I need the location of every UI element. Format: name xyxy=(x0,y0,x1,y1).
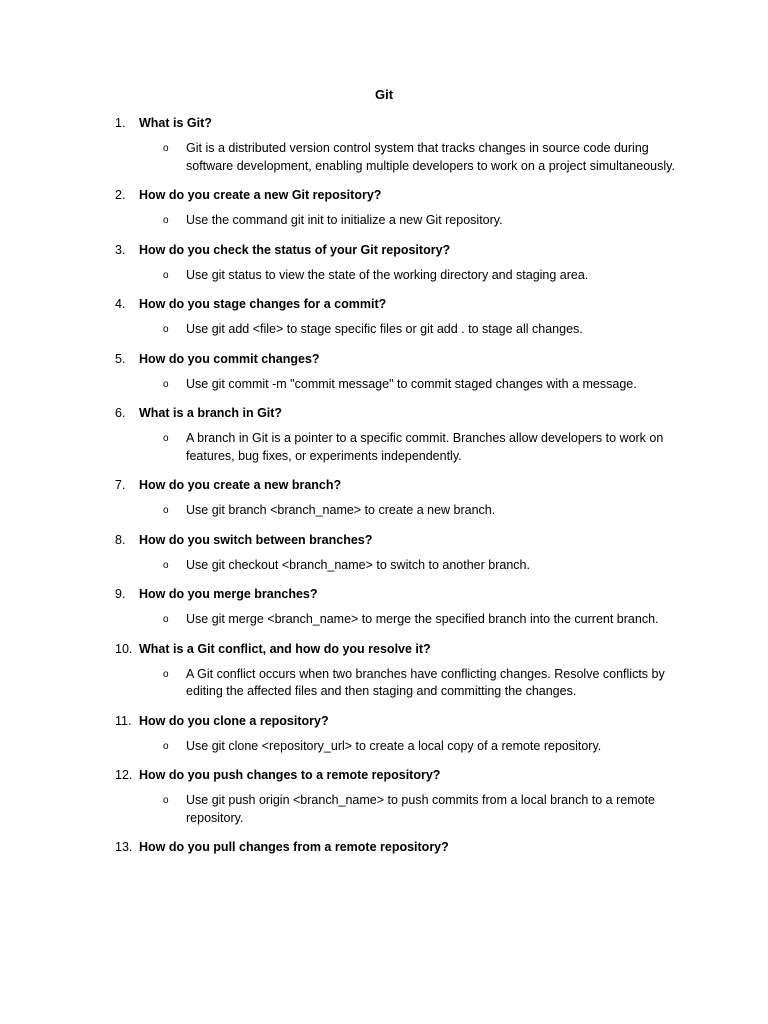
list-item xyxy=(0,295,768,339)
question-text: How do you pull changes from a remote repository? xyxy=(139,840,449,854)
hollow-circle-bullet-icon: o xyxy=(163,795,169,806)
item-number: 12. xyxy=(115,768,133,782)
document-title: Git xyxy=(374,87,394,102)
question-text: How do you check the status of your Git repository? xyxy=(139,242,451,257)
question-line xyxy=(0,766,768,784)
question-line xyxy=(0,295,768,313)
item-number: 1. xyxy=(115,116,126,130)
list-item xyxy=(0,640,768,701)
question-line xyxy=(0,404,768,422)
question-text: How do you stage changes for a commit? xyxy=(139,297,387,311)
list-item xyxy=(0,531,768,575)
answer xyxy=(163,738,682,756)
hollow-circle-bullet-icon: o xyxy=(163,668,169,680)
question-line xyxy=(0,585,768,603)
list-item xyxy=(0,712,768,756)
answer-text: Use git status to view the state of the working directory and staging area. xyxy=(186,267,589,282)
answer-text: Use git merge <branch_name> to merge the specified branch into the current branch. xyxy=(186,612,659,626)
question-line xyxy=(0,838,768,856)
answer xyxy=(163,267,682,285)
list-item xyxy=(0,766,768,827)
answer-text: A branch in Git is a pointer to a specific commit. Branches allow developers to work on features, bug fixes, or experiments independently. xyxy=(186,431,664,463)
hollow-circle-bullet-icon: o xyxy=(163,269,169,281)
answer-text: Use git clone <repository_url> to create a local copy of a remote repository. xyxy=(186,738,602,753)
answer xyxy=(163,666,682,701)
item-number: 10. xyxy=(115,641,133,656)
question-text: How do you switch between branches? xyxy=(139,532,373,547)
question-text: How do you push changes to a remote repository? xyxy=(139,768,441,782)
question-text: What is a branch in Git? xyxy=(139,406,283,420)
question-line xyxy=(0,476,768,494)
item-number: 9. xyxy=(115,587,126,601)
answer-text: Use git push origin <branch_name> to push commits from a local branch to a remote repository. xyxy=(186,793,655,825)
answer xyxy=(163,792,682,827)
answer-text: Use git add <file> to stage specific files or git add . to stage all changes. xyxy=(186,322,583,336)
list-item xyxy=(0,241,768,285)
answer xyxy=(163,140,682,175)
question-line xyxy=(0,350,768,368)
list-item xyxy=(0,585,768,629)
question-line xyxy=(0,712,768,730)
question-text: How do you clone a repository? xyxy=(139,713,329,728)
question-text: What is a Git conflict, and how do you resolve it? xyxy=(139,641,431,656)
question-line xyxy=(0,531,768,549)
hollow-circle-bullet-icon: o xyxy=(163,505,169,516)
answer xyxy=(163,557,682,575)
hollow-circle-bullet-icon: o xyxy=(163,378,169,390)
question-text: How do you create a new branch? xyxy=(139,478,342,492)
item-number: 7. xyxy=(115,478,126,492)
item-number: 4. xyxy=(115,297,126,311)
answer xyxy=(163,611,682,629)
item-number: 2. xyxy=(115,188,126,202)
answer xyxy=(163,376,682,394)
question-line xyxy=(0,114,768,132)
hollow-circle-bullet-icon: o xyxy=(163,559,169,571)
item-number: 5. xyxy=(115,351,126,366)
answer-text: Use git branch <branch_name> to create a new branch. xyxy=(186,503,496,517)
answer xyxy=(163,502,682,520)
hollow-circle-bullet-icon: o xyxy=(163,324,169,335)
question-text: How do you create a new Git repository? xyxy=(139,188,382,202)
list-item xyxy=(0,838,768,856)
hollow-circle-bullet-icon: o xyxy=(163,143,169,154)
item-number: 6. xyxy=(115,406,126,420)
hollow-circle-bullet-icon: o xyxy=(163,614,169,625)
question-line xyxy=(0,640,768,658)
item-number: 11. xyxy=(115,713,132,728)
list-item xyxy=(0,350,768,394)
question-list xyxy=(0,114,768,867)
question-text: How do you commit changes? xyxy=(139,351,320,366)
answer-text: A Git conflict occurs when two branches have conflicting changes. Resolve conflicts by editing the affected files and then staging and committing the changes. xyxy=(186,666,665,698)
answer xyxy=(163,321,682,339)
item-number: 3. xyxy=(115,242,126,257)
list-item xyxy=(0,404,768,465)
answer-text: Git is a distributed version control system that tracks changes in source code during software development, enabling multiple developers to work on a project simultaneously. xyxy=(186,141,675,173)
hollow-circle-bullet-icon: o xyxy=(163,740,169,752)
answer-text: Use git checkout <branch_name> to switch to another branch. xyxy=(186,557,530,572)
question-line xyxy=(0,186,768,204)
item-number: 13. xyxy=(115,840,133,854)
list-item xyxy=(0,476,768,520)
list-item xyxy=(0,114,768,175)
question-line xyxy=(0,241,768,259)
question-text: How do you merge branches? xyxy=(139,587,318,601)
item-number: 8. xyxy=(115,532,126,547)
question-text: What is Git? xyxy=(139,116,212,130)
answer xyxy=(163,430,682,465)
answer-text: Use git commit -m "commit message" to commit staged changes with a message. xyxy=(186,376,637,391)
list-item xyxy=(0,186,768,230)
answer-text: Use the command git init to initialize a new Git repository. xyxy=(186,213,503,227)
answer xyxy=(163,212,682,230)
hollow-circle-bullet-icon: o xyxy=(163,215,169,226)
hollow-circle-bullet-icon: o xyxy=(163,433,169,444)
